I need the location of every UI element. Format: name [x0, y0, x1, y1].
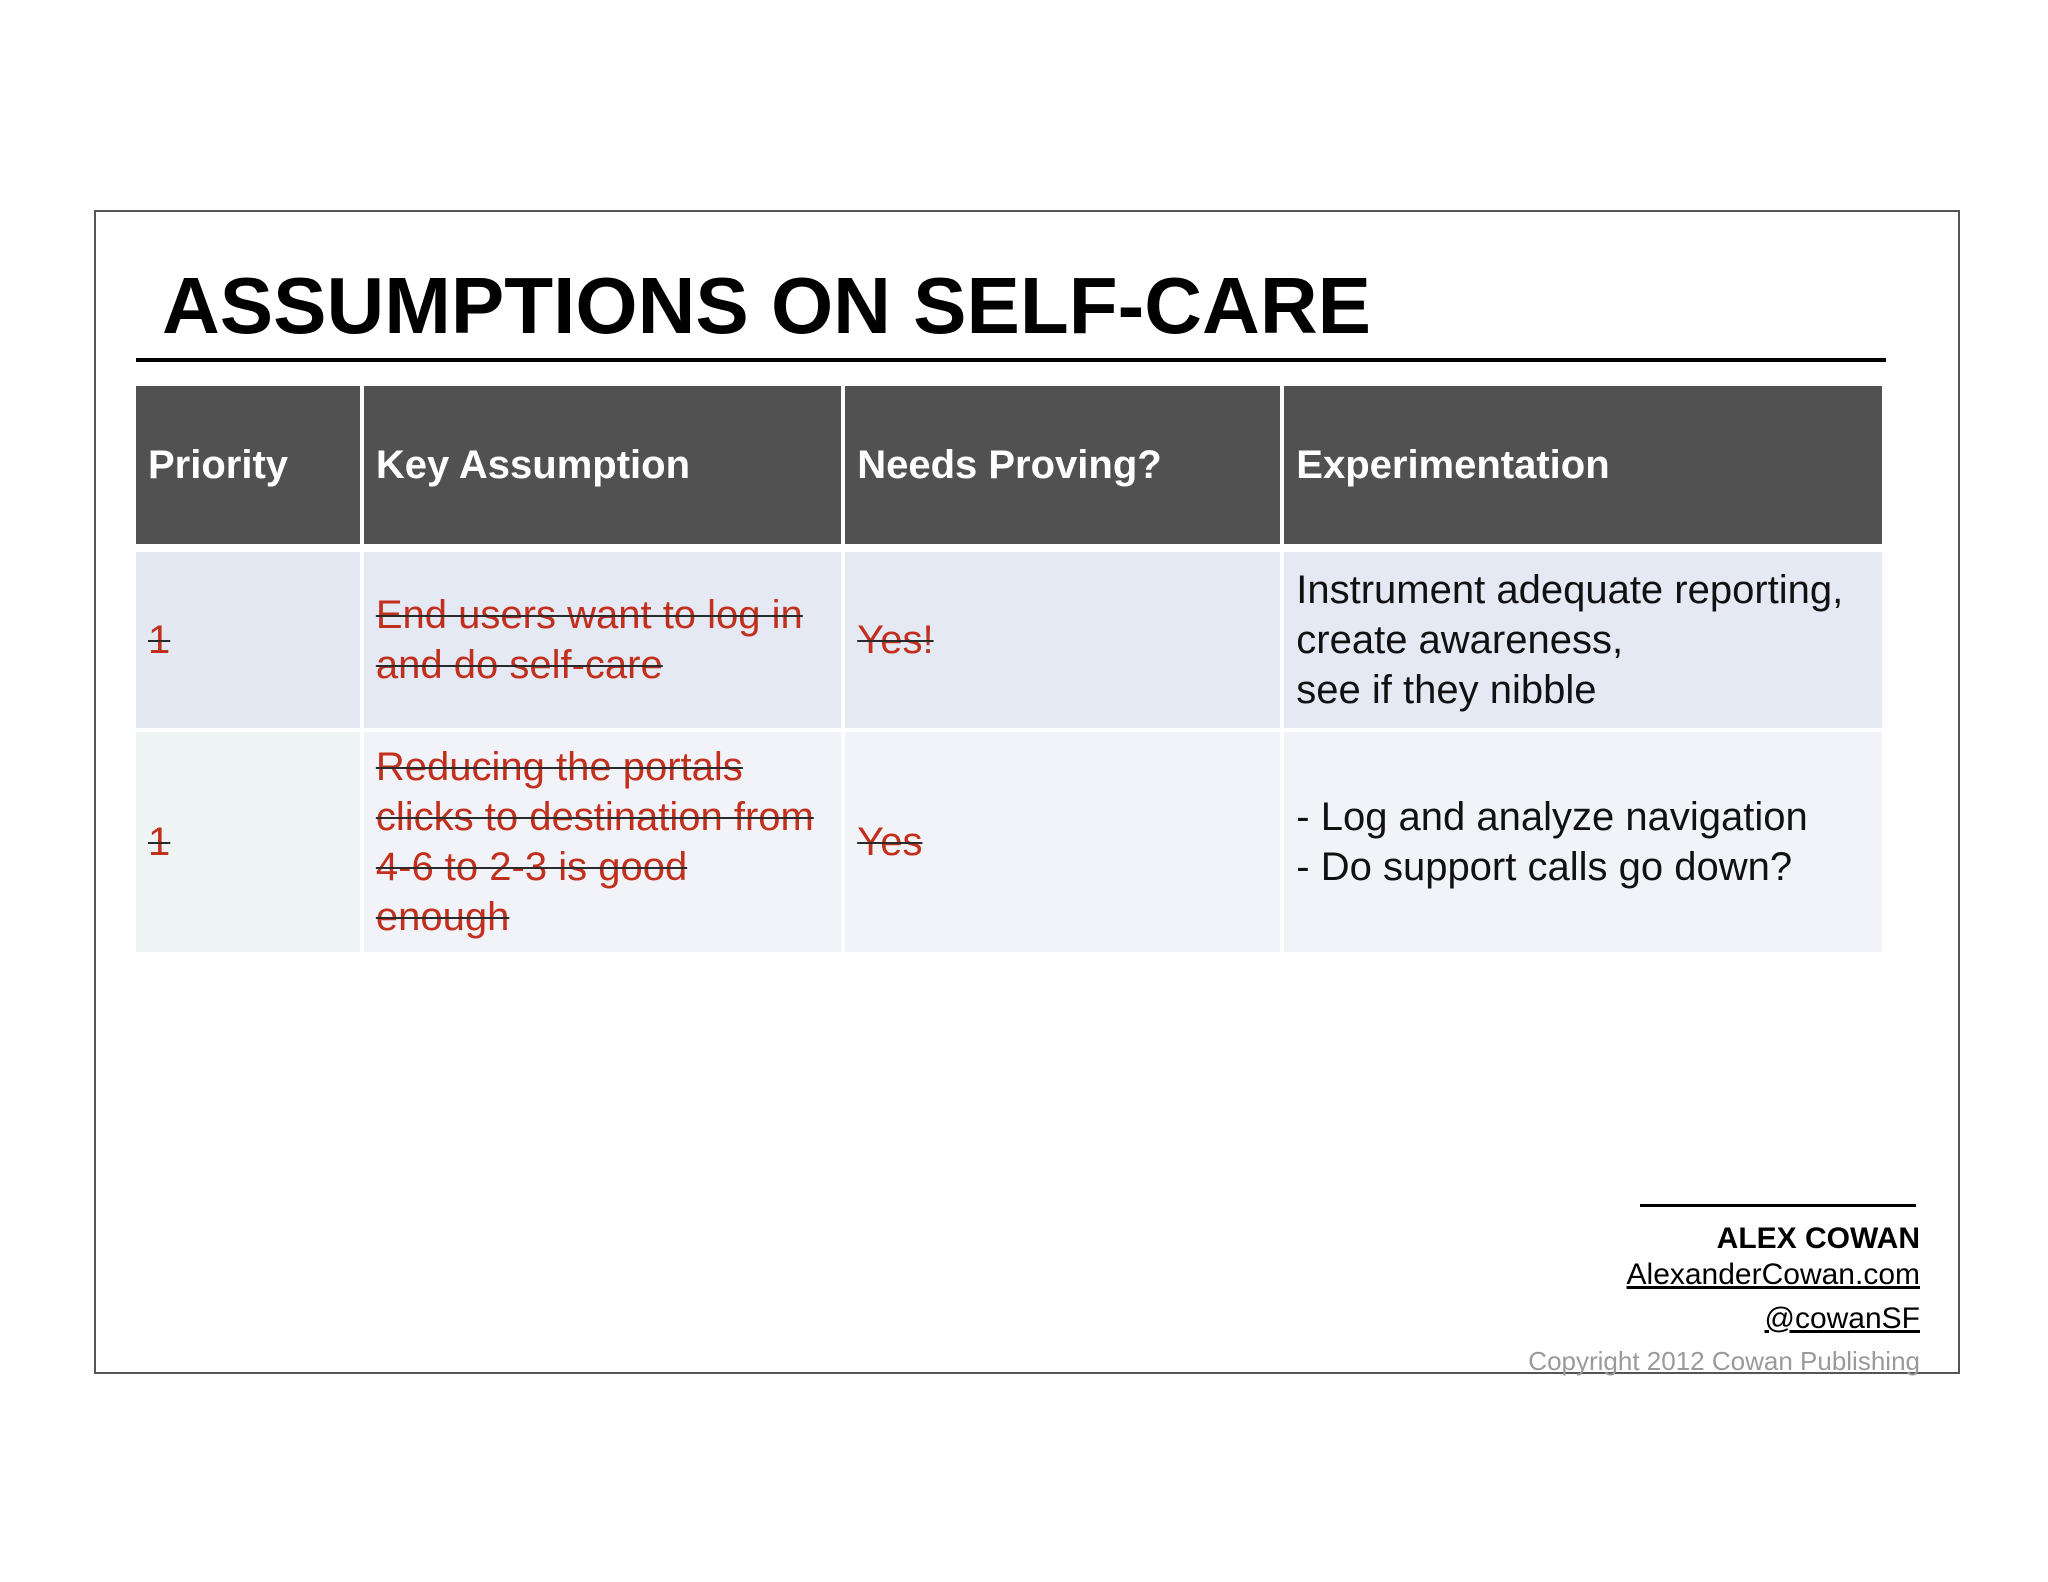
experimentation-cell: [1284, 552, 1882, 728]
credit-divider: [1640, 1204, 1916, 1207]
slide: [94, 210, 1960, 1374]
table-row: [136, 732, 1882, 952]
experimentation-line: create awareness,: [1296, 618, 1624, 662]
header-priority: Priority: [136, 386, 360, 544]
priority-value: 1: [148, 618, 171, 662]
author-website-link[interactable]: AlexanderCowan.com: [1626, 1258, 1920, 1291]
needs-proving-value: Yes: [857, 820, 923, 864]
table-row: [136, 552, 1882, 728]
priority-cell: [136, 552, 360, 728]
experimentation-cell: [1284, 732, 1882, 952]
header-needs-proving: Needs Proving?: [845, 386, 1280, 544]
needs-proving-cell: [845, 732, 1280, 952]
header-key-assumption: Key Assumption: [364, 386, 841, 544]
experimentation-line: - Do support calls go down?: [1296, 845, 1793, 889]
header-experimentation: Experimentation: [1284, 386, 1882, 544]
assumption-text: Reducing the portals clicks to destination from 4-6 to 2-3 is good enough: [375, 745, 814, 939]
assumption-cell: [364, 732, 841, 952]
copyright-notice: Copyright 2012 Cowan Publishing: [1528, 1346, 1920, 1376]
slide-title: ASSUMPTIONS ON SELF-CARE: [162, 261, 1371, 350]
assumption-text: End users want to log in and do self-care: [375, 593, 803, 687]
experimentation-line: see if they nibble: [1296, 668, 1597, 712]
assumptions-table: [132, 386, 1886, 952]
assumption-cell: [364, 552, 841, 728]
author-name: ALEX COWAN: [1716, 1222, 1920, 1255]
priority-value: 1: [148, 820, 171, 864]
needs-proving-value: Yes!: [857, 618, 934, 662]
experimentation-line: Instrument adequate reporting,: [1296, 568, 1844, 612]
priority-cell: [136, 732, 360, 952]
table-header-row: [136, 386, 1882, 544]
needs-proving-cell: [845, 552, 1280, 728]
author-twitter-link[interactable]: @cowanSF: [1764, 1302, 1920, 1335]
title-underline: [136, 358, 1886, 362]
experimentation-line: - Log and analyze navigation: [1296, 795, 1808, 839]
